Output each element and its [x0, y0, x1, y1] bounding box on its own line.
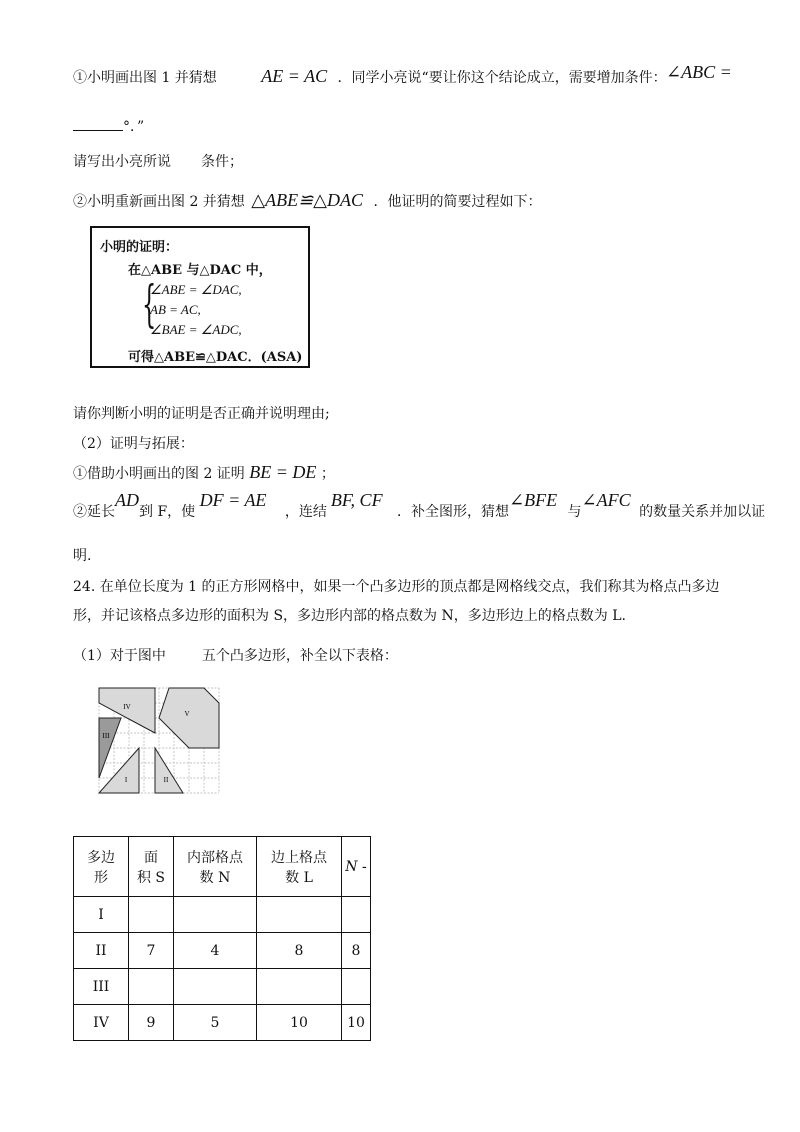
table-row: III: [74, 969, 371, 1005]
q23-line4: ②小明重新画出图 2 并猜想 △ABE≌△DAC ．他证明的简要过程如下：: [73, 190, 542, 210]
proof-brace: {: [142, 275, 157, 333]
math-be-de: BE = DE: [249, 462, 317, 482]
header-cell: 面 积 S: [129, 837, 174, 897]
proof-line-2: AB = AC,: [150, 302, 201, 317]
q23-line3: 请写出小亮所说 条件；: [73, 154, 243, 170]
math-df-ae: DF = AE: [199, 490, 267, 510]
proof-intro: 在△ABE 与△DAC 中，: [128, 263, 272, 278]
proof-line-1: ∠ABE = ∠DAC,: [150, 282, 242, 297]
math-angle-afc: ∠AFC: [581, 490, 631, 510]
header-cell: 多边 形: [74, 837, 129, 897]
q24-sub1: （1）对于图中 五个凸多边形，补全以下表格：: [73, 648, 398, 664]
q23-part2: （2）证明与拓展：: [73, 436, 194, 452]
math-angle-abc: ∠ABC =: [666, 62, 732, 82]
header-cell: N -: [342, 837, 371, 897]
table-header-row: [74, 837, 371, 897]
proof-conclusion: 可得△ABE≌△DAC．(ASA): [128, 350, 303, 365]
label-v: V: [184, 710, 190, 718]
q23-line2: °．”: [73, 116, 144, 136]
q24-line1: 24. 在单位长度为 1 的正方形网格中，如果一个凸多边形的顶点都是网格线交点，我们称其为格点凸多边: [73, 579, 720, 595]
proof-line-3: ∠BAE = ∠ADC,: [150, 322, 242, 337]
q23-line7: ②延长AD到 F，使 DF = AE ，连结BF, CF ．补全图形，猜想∠BFE 与∠AFC 的数量关系并加以证: [73, 490, 766, 520]
header-cell: 边上格点 数 L: [257, 837, 342, 897]
polygon-ii: [155, 748, 183, 793]
q24-line2: 形，并记该格点多边形的面积为 S，多边形内部的格点数为 N，多边形边上的格点数为 L.: [73, 608, 626, 624]
q23-line1: ①小明画出图 1 并猜想 AE = AC ．同学小亮说“要让你这个结论成立，需要增加条件：: [73, 66, 667, 86]
math-bf-cf: BF, CF: [330, 490, 383, 510]
lattice-polygon-figure: [95, 684, 225, 802]
table-row: IV 9 5 10 10: [74, 1005, 371, 1041]
polygon-table: [73, 836, 371, 1041]
table-row: II 7 4 8 8: [74, 933, 371, 969]
math-ad: AD: [115, 490, 139, 510]
table-row: I: [74, 897, 371, 933]
label-iii: III: [102, 732, 110, 740]
label-i: I: [124, 776, 128, 784]
polygon-v: [159, 688, 219, 748]
label-ii: II: [163, 776, 169, 784]
math-angle-bfe: ∠BFE: [509, 490, 558, 510]
math-ae-ac: AE = AC: [261, 66, 328, 86]
label-iv: IV: [123, 703, 131, 711]
header-cell: 内部格点 数 N: [174, 837, 257, 897]
q23-line6: ①借助小明画出的图 2 证明 BE = DE ；: [73, 462, 335, 482]
answer-blank[interactable]: [73, 130, 123, 131]
q23-line5: 请你判断小明的证明是否正确并说明理由;: [73, 406, 330, 422]
math-congruence: △ABE≌△DAC: [251, 190, 364, 210]
proof-title: 小明的证明：: [100, 240, 179, 255]
q23-line8: 明.: [73, 548, 92, 564]
